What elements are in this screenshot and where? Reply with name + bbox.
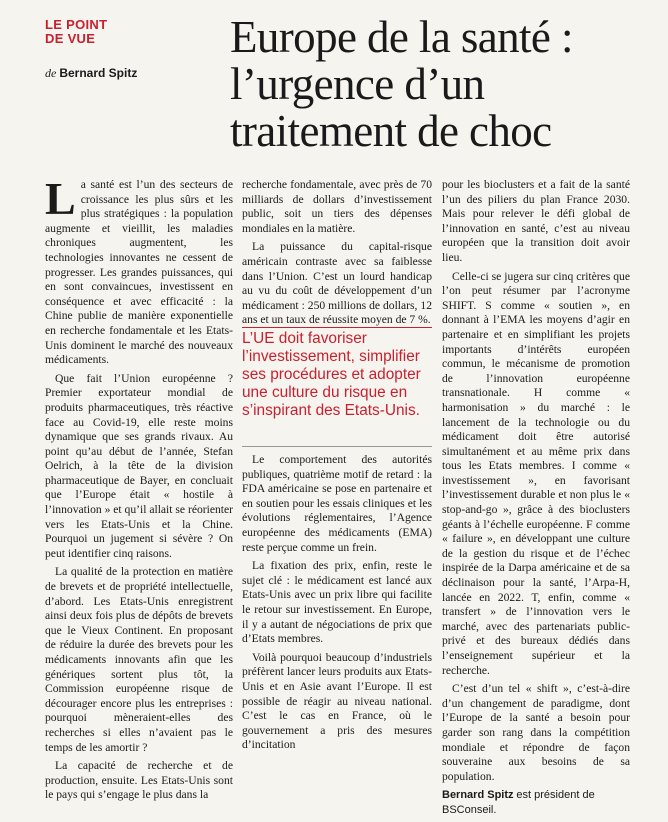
headline-line-2: l’urgence d’un (230, 59, 485, 109)
signature-name: Bernard Spitz (442, 789, 514, 802)
signature-text: est président de BSConseil. (442, 789, 595, 816)
pullquote: L’UE doit favoriser l’investissement, simplifier ses procédures et adopter une culture du risque en s’inspirant des Etats-Unis. (242, 330, 421, 419)
byline-author: Bernard Spitz (59, 66, 138, 80)
drop-cap: L (45, 173, 76, 224)
article-column-1 (45, 173, 234, 807)
paragraph: recherche fondamentale, avec près de 70 milliards de dollars d’investissement public, soit un tiers des dépenses mondiales en la matière. (242, 178, 432, 235)
paragraph: La capacité de recherche et de production, ensuite. Les Etats-Unis sont le pays qui s’engage le plus dans la (45, 759, 233, 802)
rubric-line-2: DE VUE (45, 31, 96, 46)
article-column-2 (242, 178, 432, 332)
paragraph: Le comportement des autorités publiques, quatrième motif de retard : la FDA américaine se pose en partenaire et en soutien pour les essais cliniques et les évolutions réglementaires, l’Agence européenne des médicaments (EMA) reste perçue comme un frein. (242, 453, 432, 554)
article-column-3 (442, 178, 630, 822)
paragraph: La fixation des prix, enfin, reste le sujet clé : le médicament est lancé aux Etats-Unis avec un prix libre qui facilite le retour sur investissement. En Europe, il y a autant de négociations de prix que d’Etats membres. (242, 559, 432, 646)
paragraph: Voilà pourquoi beaucoup d’industriels préfèrent lancer leurs produits aux Etats-Unis et en Asie avant l’Europe. Il est possible de réagir au niveau national. C’est le cas en France, où le gouvernement a pris des mesures d’incitation (242, 650, 432, 752)
pullquote-top-rule (242, 327, 432, 328)
section-rubric (45, 18, 107, 46)
byline (45, 66, 137, 81)
paragraph: Celle-ci se jugera sur cinq critères que l’on peut résumer par l’acronyme SHIFT. S comme « soutien », en donnant à l’EMA les moyens d’agir en partenaire et en simplifiant les projets importants d’intérêts européen commun, le mécanisme de promotion de l’innovation européenne transnationale. H comme « harmonisation » du marché : le lancement de la technologie ou du médicament doit être autorisé simultanément et au même prix dans tous les Etats membres. I comme « investissement », en favorisant l’investissement durable et non plus le « stop-and-go », grâce à des bioclusters géants à l’échelle européenne. F comme « failure », en développant une culture de la gestion du risque et de l’échec inspirée de la Darpa américaine et de sa déclinaison pour la santé, l’Arpa-H, lancée en 2022. T, enfin, comme « transfert » de l’innovation vers le marché, avec des partenariats public-privé et des bureaux dédiés dans l’enseignement supérieur et la recherche. (442, 269, 630, 677)
headline-line-3: traitement de choc (230, 106, 552, 156)
rubric-line-1: LE POINT (45, 17, 108, 32)
article-column-2-continued (242, 453, 432, 757)
paragraph: La qualité de la protection en matière de brevets et de propriété intellectuelle, d’abord. Les Etats-Unis enregistrent ainsi deux fois plus de dépôts de brevets que le Vieux Continent. En proposant de réduire la durée des brevets pour les médicaments innovants afin que les génériques sortent plus tôt, la Commission européenne risque de décourager encore plus les entreprises : pourquoi mèneraient-elles des recherches si elles n’avaient pas le temps de les amortir ? (45, 565, 233, 754)
paragraph: La puissance du capital-risque américain contraste avec sa faiblesse dans l’Union. C’est un lourd handicap au vu du coût de développement d’un médicament : 250 millions de dollars, 12 ans et un taux de réussite moyen de 7 %. (242, 240, 432, 327)
paragraph: C’est d’un tel « shift », c’est-à-dire d’un changement de paradigme, dont l’Europe de la santé a besoin pour garder son rang dans la compétition mondiale et répondre de façon souveraine aux besoins de sa population. (442, 682, 630, 783)
paragraph: Que fait l’Union européenne ? Premier exportateur mondial de produits pharmaceutiques, très réactive face au Covid-19, elle reste moins dynamique que ses grands rivaux. Au point qu’au début de l’année, Stefan Oelrich, à la tête de la division pharmaceutique de Bayer, en concluait que l’Europe était « hostile à l’innovation » et qu’il allait se réorienter vers les Etats-Unis et la Chine. Pourquoi un jugement si sévère ? On peut identifier cinq raisons. (45, 371, 234, 560)
paragraph (45, 173, 233, 368)
headline-line-1: Europe de la santé : (230, 12, 573, 62)
pullquote-bottom-rule (242, 446, 432, 447)
paragraph: pour les bioclusters et a fait de la santé l’un des piliers du plan France 2030. Mais pour relever le défi global de l’innovation en santé, c’est au niveau européen que la transition doit avoir lieu. (442, 178, 630, 264)
author-signature (442, 788, 630, 817)
headline (230, 14, 640, 155)
byline-prefix: de (45, 66, 57, 80)
paragraph-text: a santé est l’un des secteurs de croissance les plus sûrs et les plus stratégiques : la population augmente et vieillit, les maladies chroniques augmentent, les technologies innovantes ne cessent de progresser. Les grandes puissances, qui en sont convaincues, investissent en conséquence et avec efficacité : la Chine publie de manière exponentielle en recherche fondamentale et les Etats-Unis dominent le marché des nouveaux médicaments. (45, 178, 233, 367)
